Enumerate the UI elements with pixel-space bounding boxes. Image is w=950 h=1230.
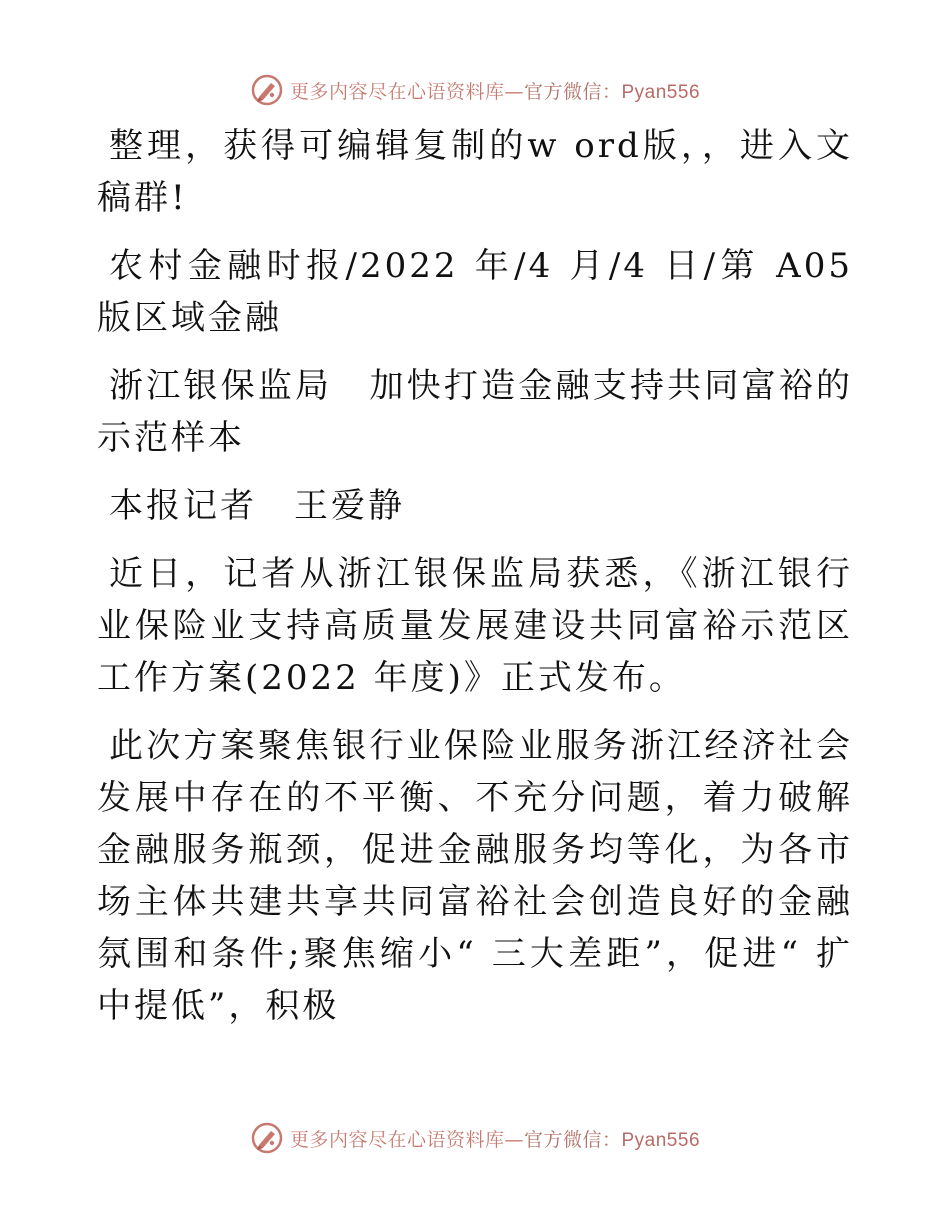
watermark-wechat-label: 官方微信： [523,80,622,103]
article-title: 浙江银保监局 加快打造金融支持共同富裕的示范样本 [97,366,853,458]
watermark-account: Pyan556 [621,81,701,103]
watermark-wechat-label: 官方微信： [523,1128,622,1151]
pen-logo-icon [250,1121,284,1155]
watermark-account: Pyan556 [621,1129,701,1151]
watermark-separator: — [504,80,524,103]
document-body [97,120,853,1048]
article-byline: 本报记者 王爱静 [109,486,405,526]
watermark-brand: 更多内容尽在心语资料库 [289,1128,505,1151]
paragraph-body-2: 此次方案聚焦银行业保险业服务浙江经济社会发展中存在的不平衡、不充分问题，着力破解金融服务瓶颈，促进金融服务均等化，为各市场主体共建共享共同富裕社会创造良好的金融氛围和条件;聚焦缩小“ 三大差距”，促进“ 扩中提低”，积极 [97,726,853,1026]
header-watermark [0,70,950,110]
paragraph-body-1: 近日，记者从浙江银保监局获悉，《浙江银行业保险业支持高质量发展建设共同富裕示范区工作方案(2022 年度)》正式发布。 [97,554,853,698]
paragraph-source: 农村金融时报/2022 年/4 月/4 日/第 A05 版区域金融 [97,246,853,338]
watermark-text [290,1125,700,1152]
paragraph-intro: 整理，获得可编辑复制的w ord版，，进入文稿群! [97,126,853,218]
pen-logo-icon [250,73,284,107]
watermark-text [290,77,700,104]
watermark-separator: — [504,1128,524,1151]
footer-watermark [0,1118,950,1158]
watermark-brand: 更多内容尽在心语资料库 [289,80,505,103]
